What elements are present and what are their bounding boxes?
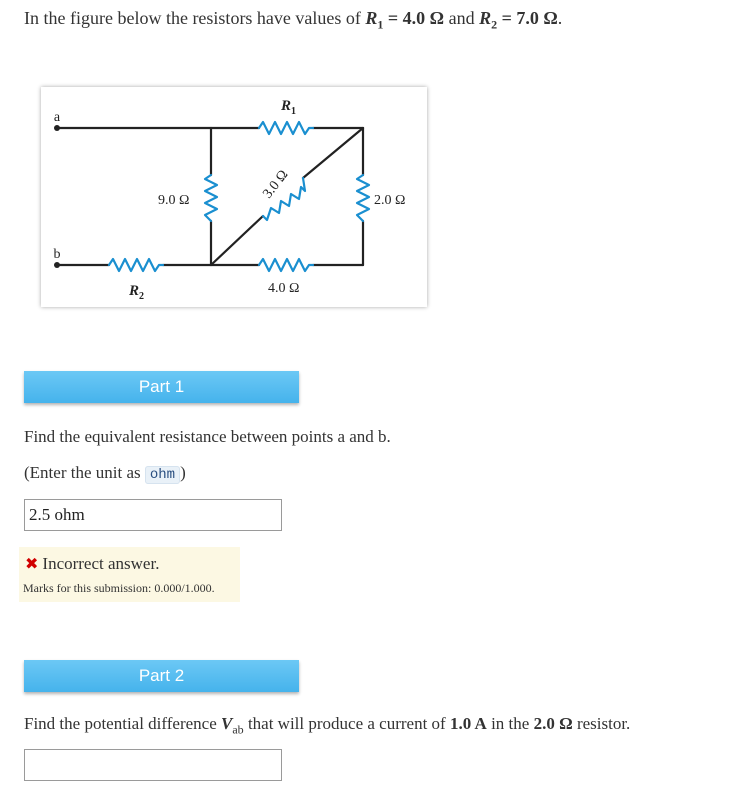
label-b: b: [53, 247, 61, 262]
intro-prefix: In the figure below the resistors have values of: [24, 8, 361, 28]
r1-subscript: 1: [377, 17, 384, 32]
label-r2: $R_2$: [129, 283, 145, 302]
q2-mid: that will produce a current of: [247, 714, 446, 733]
label-9ohm: 9.0 Ω: [158, 193, 190, 208]
r2-value: = 7.0 Ω: [501, 8, 558, 28]
resistor-4ohm: [259, 259, 313, 271]
resistor-9ohm: [205, 175, 217, 221]
q2-resistor: 2.0 Ω: [533, 714, 573, 733]
label-2ohm: 2.0 Ω: [374, 193, 406, 208]
label-r1: $R_1$: [281, 98, 297, 117]
unit-hint-prefix: (Enter the unit as: [24, 463, 141, 482]
q2-mid2: in the: [491, 714, 530, 733]
r2-symbol: R: [479, 8, 492, 28]
terminal-b: [54, 262, 60, 268]
part1-question: Find the equivalent resistance between points a and b.: [24, 427, 391, 446]
feedback-status-text: Incorrect answer.: [42, 554, 160, 573]
resistor-2ohm: [357, 175, 369, 221]
feedback-marks: Marks for this submission: 0.000/1.000.: [23, 581, 215, 595]
problem-statement: [24, 8, 562, 33]
r1-symbol: R: [365, 8, 378, 28]
part2-answer-input[interactable]: [24, 749, 282, 781]
unit-code: ohm: [145, 466, 180, 484]
circuit-figure: [41, 87, 427, 307]
label-4ohm: 4.0 Ω: [268, 281, 300, 296]
part2-header[interactable]: Part 2: [24, 660, 299, 692]
part1-feedback: [19, 547, 240, 602]
wire-diag-lower: [211, 216, 263, 265]
unit-hint-suffix: ): [180, 463, 186, 482]
feedback-status: [25, 554, 159, 574]
part1-header[interactable]: Part 1: [24, 371, 299, 403]
part2-question: [24, 714, 630, 737]
intro-suffix: .: [557, 8, 563, 28]
r2-subscript: 2: [491, 17, 498, 32]
intro-conjunction: and: [448, 8, 475, 28]
unit-hint: [24, 463, 186, 483]
r1-value: = 4.0 Ω: [387, 8, 445, 28]
terminal-a: [54, 125, 60, 131]
v-symbol: V: [221, 714, 233, 733]
q2-current: 1.0 A: [449, 714, 487, 733]
part1-answer-input[interactable]: 2.5 ohm: [24, 499, 282, 531]
q2-suffix: resistor.: [576, 714, 631, 733]
q2-prefix: Find the potential difference: [24, 714, 217, 733]
circuit-diagram: [41, 87, 427, 307]
resistor-r2: [109, 259, 163, 271]
label-3ohm: 3.0 Ω: [260, 167, 292, 202]
v-subscript: ab: [232, 722, 244, 737]
resistor-r1: [259, 122, 313, 134]
incorrect-icon: ✖: [25, 554, 39, 573]
label-a: a: [53, 110, 61, 125]
wire-diag-upper: [303, 128, 363, 178]
